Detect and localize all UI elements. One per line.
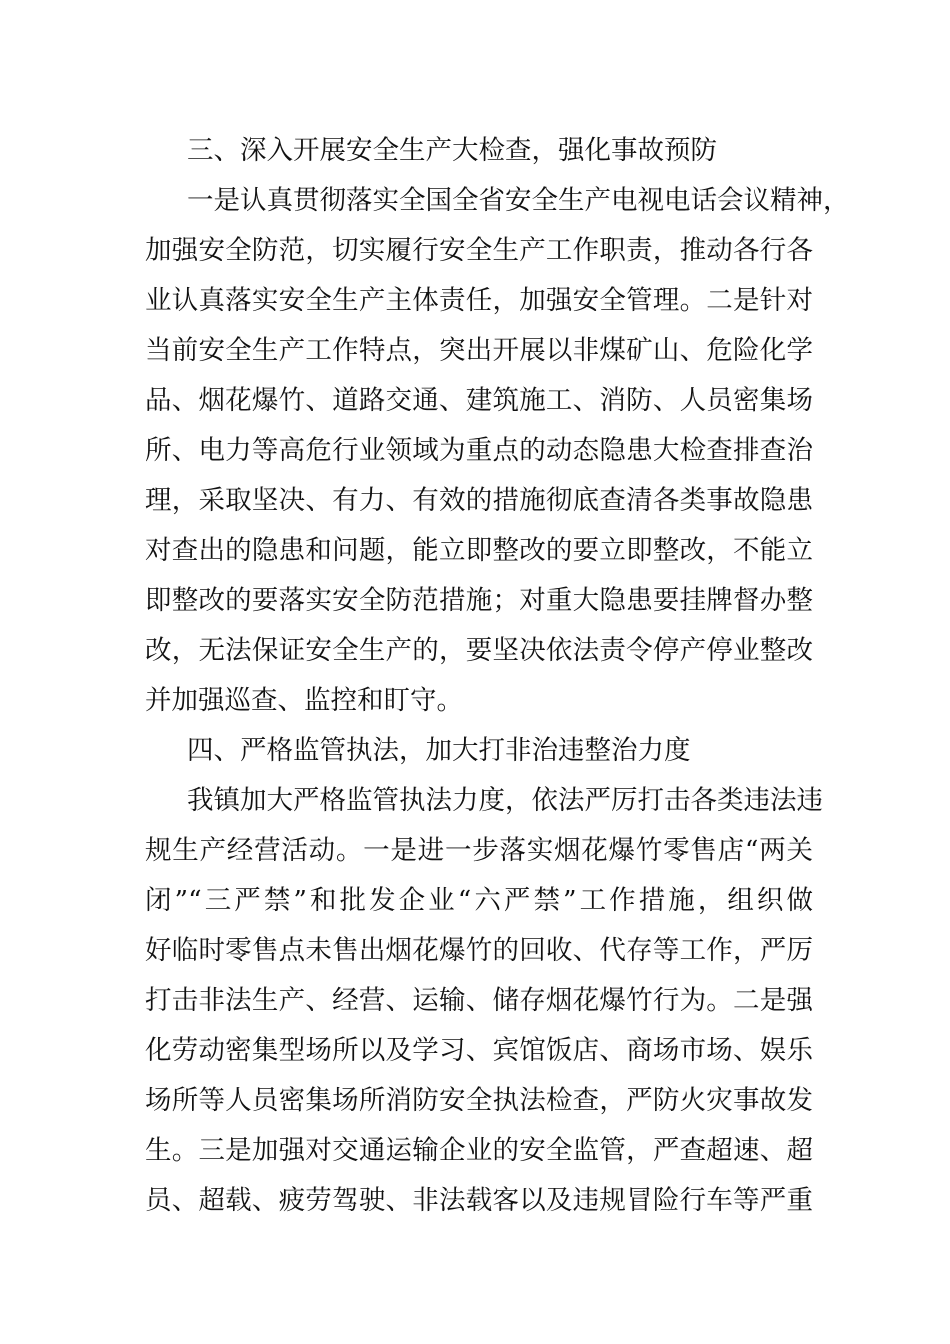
text-line: 一是认真贯彻落实全国全省安全生产电视电话会议精神， [187,185,850,216]
text-line: 规生产经营活动。一是进一步落实烟花爆竹零售店“两关 [145,835,813,866]
section-heading-4: 四、严格监管执法，加大打非治违整治力度 [187,735,691,766]
text-line: 化劳动密集型场所以及学习、宾馆饭店、商场市场、娱乐 [145,1035,813,1066]
text-line: 场所等人员密集场所消防安全执法检查，严防火灾事故发 [145,1085,813,1116]
text-line: 并加强巡查、监控和盯守。 [145,685,463,716]
text-line: 打击非法生产、经营、运输、储存烟花爆竹行为。二是强 [145,985,813,1016]
text-line: 品、烟花爆竹、道路交通、建筑施工、消防、人员密集场 [145,385,813,416]
text-line: 改，无法保证安全生产的，要坚决依法责令停产停业整改 [145,635,813,666]
text-line: 理，采取坚决、有力、有效的措施彻底查清各类事故隐患 [145,485,813,516]
text-line: 好临时零售点未售出烟花爆竹的回收、代存等工作，严厉 [145,935,813,966]
text-line: 所、电力等高危行业领域为重点的动态隐患大检查排查治 [145,435,813,466]
text-line: 对查出的隐患和问题，能立即整改的要立即整改，不能立 [145,535,813,566]
text-line: 加强安全防范，切实履行安全生产工作职责，推动各行各 [145,235,813,266]
body-text [145,126,850,1226]
text-line: 业认真落实安全生产主体责任，加强安全管理。二是针对 [145,285,813,316]
text-line: 闭”“三严禁”和批发企业“六严禁”工作措施，组织做 [145,885,813,916]
text-line: 生。三是加强对交通运输企业的安全监管，严查超速、超 [145,1135,813,1166]
text-line: 即整改的要落实安全防范措施；对重大隐患要挂牌督办整 [145,585,813,616]
text-line: 我镇加大严格监管执法力度，依法严厉打击各类违法违 [187,785,823,816]
text-line: 员、超载、疲劳驾驶、非法载客以及违规冒险行车等严重 [145,1185,813,1216]
text-line: 当前安全生产工作特点，突出开展以非煤矿山、危险化学 [145,335,813,366]
section-heading-3: 三、深入开展安全生产大检查，强化事故预防 [187,135,717,166]
